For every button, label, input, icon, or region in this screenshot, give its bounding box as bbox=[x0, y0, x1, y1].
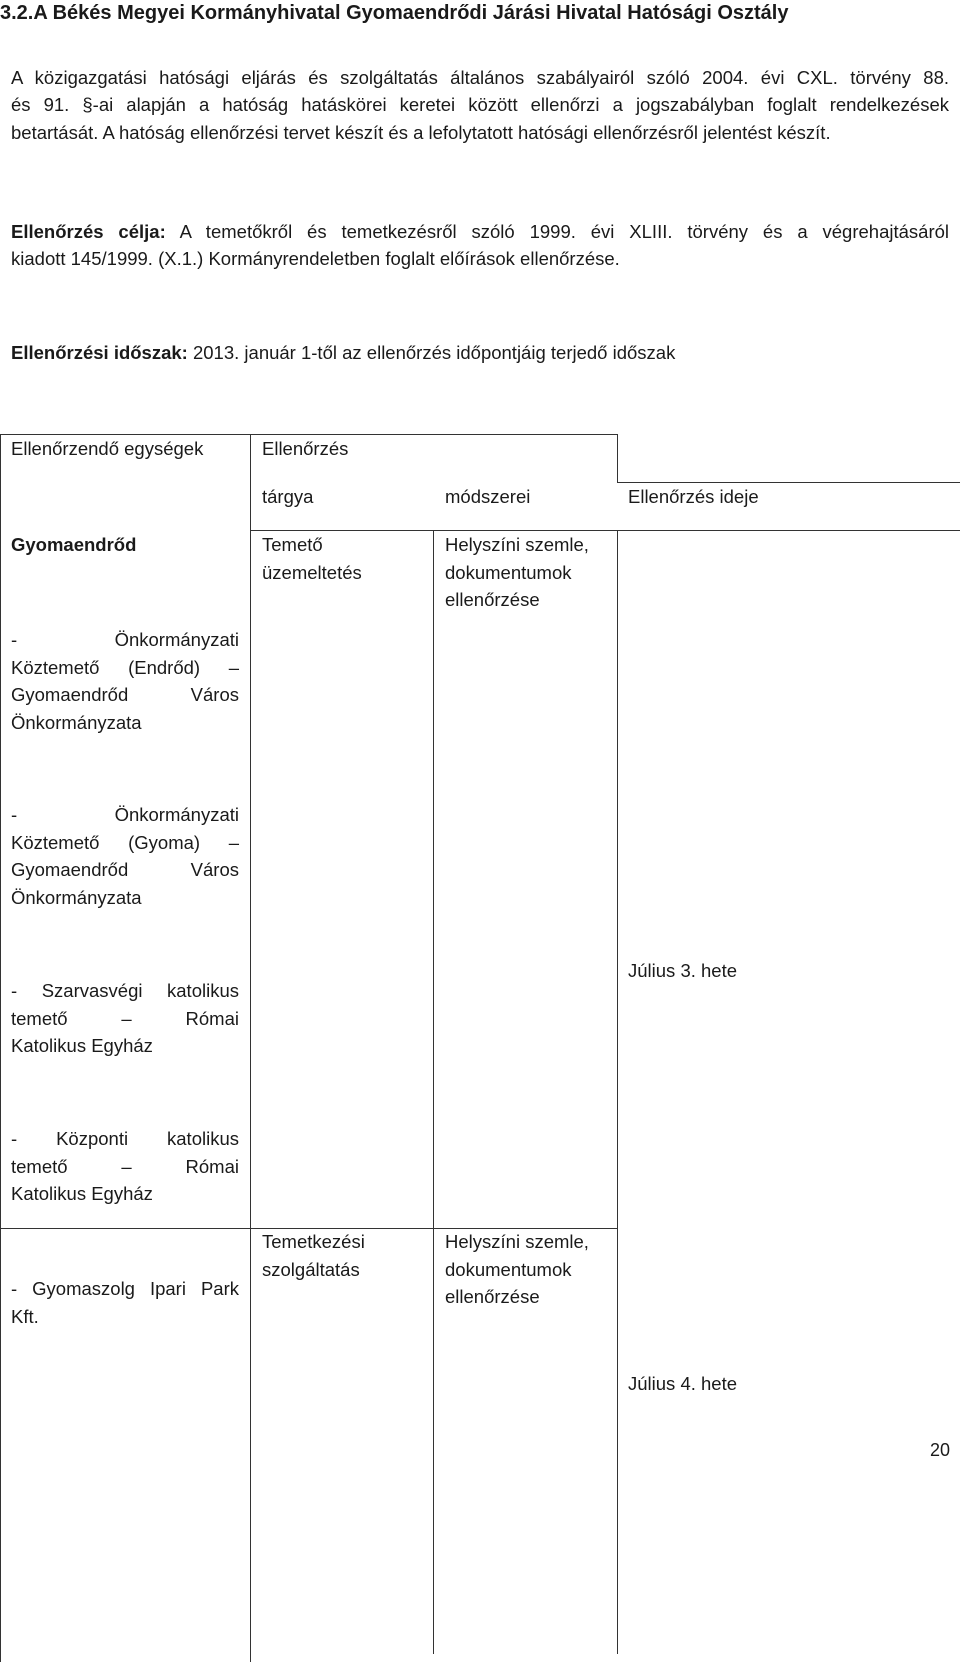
unit-line: Gyomaendrőd Város bbox=[11, 684, 239, 705]
time-july-week-4: Július 4. hete bbox=[628, 1373, 738, 1394]
unit-gyomaszolg bbox=[11, 1275, 239, 1330]
section-title: 3.2.A Békés Megyei Kormányhivatal Gyomaendrődi Járási Hivatal Hatósági Osztály bbox=[0, 2, 789, 24]
page-number: 20 bbox=[929, 1440, 950, 1460]
goal-text-1: A temetőkről és temetkezésről szóló 1999. évi XLIII. törvény és a végrehajtásáról bbox=[179, 221, 950, 242]
intro-line-3: betartását. A hatóság ellenőrzési tervet készít és a lefolytatott hatósági ellenőrzésről jelentést készít. bbox=[11, 122, 831, 143]
unit-line: - Szarvasvégi katolikus bbox=[11, 980, 239, 1001]
unit-line: Gyomaendrőd Város bbox=[11, 859, 239, 880]
method-line: dokumentumok bbox=[445, 561, 572, 583]
methods-2 bbox=[445, 1228, 589, 1311]
header-subject: tárgya bbox=[262, 486, 314, 507]
period-label: Ellenőrzési időszak: bbox=[11, 342, 188, 363]
intro-line-2: és 91. §-ai alapján a hatóság hatáskörei keretei között ellenőrzi a jogszabályban foglalt rendelkezések bbox=[11, 94, 949, 115]
unit-kozponti bbox=[11, 1125, 239, 1208]
unit-line: - Gyomaszolg Ipari Park bbox=[11, 1278, 239, 1299]
header-inspection: Ellenőrzés bbox=[262, 438, 349, 459]
method-line: ellenőrzése bbox=[445, 589, 540, 610]
subject-line: Temető bbox=[262, 534, 323, 555]
unit-line: Kft. bbox=[11, 1305, 39, 1327]
method-line: dokumentumok bbox=[445, 1258, 572, 1280]
unit-line: Önkormányzata bbox=[11, 886, 142, 908]
intro-line-1: A közigazgatási hatósági eljárás és szolgáltatás általános szabályairól szóló 2004. évi CXL. törvény 88. bbox=[11, 67, 949, 88]
unit-line: - Önkormányzati bbox=[11, 804, 239, 825]
header-methods: módszerei bbox=[445, 486, 531, 507]
table-col-divider-1 bbox=[250, 434, 251, 1662]
subject-line: üzemeltetés bbox=[262, 561, 362, 583]
subject-funeral-service bbox=[262, 1228, 365, 1283]
unit-line: - Központi katolikus bbox=[11, 1128, 239, 1149]
unit-line: temető – Római bbox=[11, 1007, 239, 1029]
table-left-border bbox=[0, 434, 1, 1662]
table-col-divider-3 bbox=[617, 530, 618, 1654]
unit-line: Köztemető (Gyoma) – bbox=[11, 831, 239, 853]
method-line: Helyszíni szemle, bbox=[445, 1231, 589, 1252]
unit-endrod bbox=[11, 626, 239, 736]
methods-1 bbox=[445, 531, 589, 614]
header-time: Ellenőrzés ideje bbox=[628, 486, 759, 507]
group-title: Gyomaendrőd bbox=[11, 534, 137, 555]
table-header-right-border bbox=[617, 434, 618, 482]
period-text: 2013. január 1-től az ellenőrzés időpontjáig terjedő időszak bbox=[192, 342, 676, 363]
method-line: ellenőrzése bbox=[445, 1286, 540, 1307]
unit-line: Önkormányzata bbox=[11, 711, 142, 733]
goal-label: Ellenőrzés célja: bbox=[11, 221, 166, 242]
unit-gyoma bbox=[11, 801, 239, 911]
unit-line: Köztemető (Endrőd) – bbox=[11, 656, 239, 678]
goal-line-2: kiadott 145/1999. (X.1.) Kormányrendeletben foglalt előírások ellenőrzése. bbox=[11, 248, 620, 269]
period-line bbox=[11, 339, 675, 367]
unit-szarvasvegi bbox=[11, 977, 239, 1060]
unit-line: - Önkormányzati bbox=[11, 629, 239, 650]
header-units: Ellenőrzendő egységek bbox=[11, 438, 204, 459]
subject-line: Temetkezési bbox=[262, 1231, 365, 1252]
unit-line: Katolikus Egyház bbox=[11, 1035, 153, 1056]
time-july-week-3: Július 3. hete bbox=[628, 960, 738, 981]
method-line: Helyszíni szemle, bbox=[445, 534, 589, 555]
subject-line: szolgáltatás bbox=[262, 1258, 360, 1280]
subject-cemetery-operation bbox=[262, 531, 362, 586]
unit-line: temető – Római bbox=[11, 1155, 239, 1177]
table-col-divider-2 bbox=[433, 530, 434, 1654]
goal-line-1 bbox=[11, 218, 949, 246]
unit-line: Katolikus Egyház bbox=[11, 1183, 153, 1204]
